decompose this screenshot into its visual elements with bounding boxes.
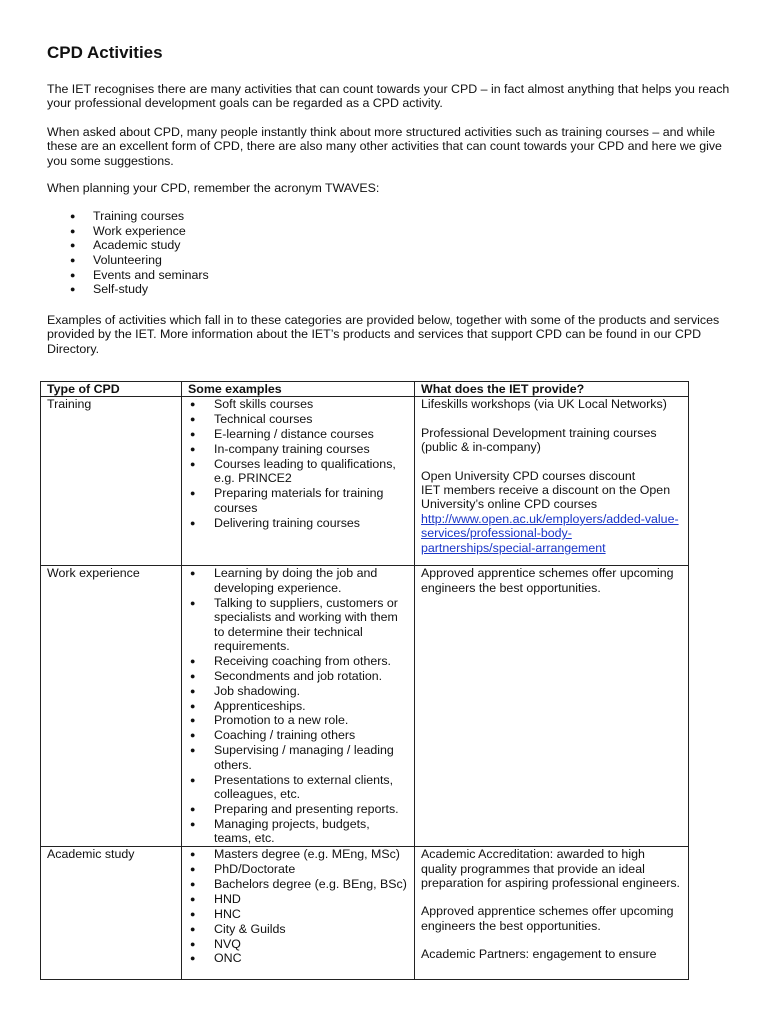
list-item-text: Presentations to external clients, colleagues, etc.: [214, 772, 394, 801]
list-item-text: Academic study: [93, 238, 181, 253]
bullet-icon: ●: [190, 938, 196, 949]
examples-list-work-experience: [188, 566, 409, 845]
list-item-text: PhD/Doctorate: [214, 862, 296, 877]
cell-type-academic-study: Academic study: [41, 847, 182, 980]
list-item: [188, 922, 409, 936]
list-item: [188, 892, 409, 906]
list-item: [188, 937, 409, 951]
list-item: [188, 802, 409, 816]
intro-paragraph-2: When asked about CPD, many people instantly think about more structured activities such as training courses – and while these are an excellent form of CPD, there are also many other activities that can count towards your CPD and here we give you some suggestions.: [47, 125, 722, 168]
iet-lifeskills-text: Lifeskills workshops (via UK Local Networks): [421, 397, 667, 412]
list-item: [188, 728, 409, 742]
iet-ou-heading: Open University CPD courses discount: [421, 468, 636, 483]
cell-iet-work-experience: [415, 566, 689, 847]
bullet-icon: ●: [190, 700, 196, 711]
intro-paragraph-4: Examples of activities which fall in to these categories are provided below, together with some of the products and services provided by the IET. More information about the IET’s products and services that support CPD can be found in our CPD Directory.: [47, 313, 720, 356]
examples-list-academic-study: [188, 847, 409, 966]
bullet-icon: ●: [70, 225, 76, 236]
bullet-icon: ●: [70, 284, 76, 295]
iet-ou-description: IET members receive a discount on the Open University’s online CPD courses: [421, 483, 671, 512]
iet-apprentice-text: Approved apprentice schemes offer upcoming engineers the best opportunities.: [421, 904, 674, 933]
list-item-text: Training courses: [93, 209, 185, 223]
page-title: CPD Activities: [47, 43, 163, 62]
list-item-text: Secondments and job rotation.: [214, 668, 383, 683]
bullet-icon: ●: [190, 818, 196, 829]
list-item: [47, 238, 209, 253]
list-item-text: E-learning / distance courses: [214, 427, 374, 442]
list-item: [188, 817, 409, 846]
intro-paragraph-1: The IET recognises there are many activities that can count towards your CPD – in fact almost anything that helps you reach your professional development goals can be regarded as a CPD activity.: [47, 82, 730, 111]
list-item-text: Job shadowing.: [214, 683, 301, 698]
cell-iet-training: [415, 397, 689, 566]
open-university-link[interactable]: http://www.open.ac.uk/employers/added-value-services/professional-body-partnerships/special-arrangement: [421, 511, 679, 555]
header-iet-provides: What does the IET provide?: [415, 382, 689, 397]
cell-type-work-experience: Work experience: [41, 566, 182, 847]
list-item: [188, 951, 409, 965]
list-item-text: HNC: [214, 906, 241, 921]
list-item-text: Courses leading to qualifications, e.g. PRINCE2: [214, 457, 396, 486]
bullet-icon: ●: [190, 953, 196, 964]
list-item: [188, 669, 409, 683]
list-item-text: NVQ: [214, 936, 241, 951]
table-row-training: [41, 397, 689, 566]
bullet-icon: ●: [190, 399, 196, 410]
list-item: [188, 862, 409, 876]
list-item-text: Promotion to a new role.: [214, 713, 349, 728]
cell-examples-work-experience: [182, 566, 415, 847]
list-item-text: Technical courses: [214, 412, 313, 427]
bullet-icon: ●: [190, 459, 196, 470]
list-item: [188, 743, 409, 772]
list-item: [47, 268, 209, 283]
list-item: [47, 224, 209, 239]
list-item: [47, 282, 209, 297]
list-item: [188, 907, 409, 921]
twaves-list: [47, 209, 209, 297]
list-item-text: Preparing and presenting reports.: [214, 801, 399, 816]
table-row-academic-study: [41, 847, 689, 980]
list-item-text: Apprenticeships.: [214, 698, 306, 713]
list-item-text: Talking to suppliers, customers or specialists and working with them to determine their technical requirements.: [214, 595, 398, 653]
iet-accreditation-text: Academic Accreditation: awarded to high quality programmes that provide an ideal preparation for aspiring professional engineers.: [421, 847, 680, 890]
list-item-text: Managing projects, budgets, teams, etc.: [214, 816, 370, 846]
list-item-text: Work experience: [93, 223, 186, 238]
bullet-icon: ●: [190, 908, 196, 919]
list-item-text: Supervising / managing / leading others.: [214, 743, 394, 772]
twaves-intro: When planning your CPD, remember the acronym TWAVES:: [47, 181, 380, 195]
bullet-icon: ●: [70, 269, 76, 280]
bullet-icon: ●: [190, 923, 196, 934]
list-item-text: Receiving coaching from others.: [214, 653, 391, 668]
list-item-text: Delivering training courses: [214, 515, 361, 530]
list-item-text: In-company training courses: [214, 442, 370, 457]
list-item-text: HND: [214, 891, 241, 906]
bullet-icon: ●: [70, 240, 76, 251]
list-item: [188, 486, 409, 515]
iet-pd-courses-text: Professional Development training courses (public & in-company): [421, 425, 657, 455]
bullet-icon: ●: [190, 864, 196, 875]
cell-iet-academic-study: [415, 847, 689, 980]
list-item: [47, 209, 209, 224]
bullet-icon: ●: [190, 849, 196, 860]
list-item-text: Masters degree (e.g. MEng, MSc): [214, 847, 400, 862]
bullet-icon: ●: [190, 893, 196, 904]
iet-apprentice-text: Approved apprentice schemes offer upcoming engineers the best opportunities.: [421, 566, 674, 595]
cpd-activities-table: [40, 381, 689, 980]
table-header-row: [41, 382, 689, 397]
list-item-text: Self-study: [93, 282, 149, 297]
list-item: [188, 427, 409, 441]
list-item: [188, 773, 409, 802]
cell-type-training: Training: [41, 397, 182, 566]
list-item: [188, 516, 409, 530]
bullet-icon: ●: [190, 488, 196, 499]
list-item: [188, 684, 409, 698]
bullet-icon: ●: [190, 429, 196, 440]
bullet-icon: ●: [190, 414, 196, 425]
list-item: [188, 442, 409, 456]
list-item: [188, 699, 409, 713]
header-some-examples: Some examples: [182, 382, 415, 397]
list-item-text: ONC: [214, 951, 242, 966]
cell-examples-training: [182, 397, 415, 566]
bullet-icon: ●: [190, 670, 196, 681]
iet-partners-text: Academic Partners: engagement to ensure: [421, 947, 657, 962]
list-item: [188, 397, 409, 411]
list-item: [188, 412, 409, 426]
bullet-icon: ●: [70, 211, 76, 221]
list-item-text: Preparing materials for training courses: [214, 486, 384, 515]
list-item: [188, 847, 409, 861]
bullet-icon: ●: [190, 803, 196, 814]
bullet-icon: ●: [190, 745, 196, 756]
bullet-icon: ●: [70, 255, 76, 266]
bullet-icon: ●: [190, 685, 196, 696]
list-item: [188, 877, 409, 891]
list-item-text: Volunteering: [93, 253, 162, 268]
list-item: [188, 654, 409, 668]
examples-list-training: [188, 397, 409, 530]
bullet-icon: ●: [190, 568, 196, 579]
list-item: [188, 566, 409, 595]
bullet-icon: ●: [190, 517, 196, 528]
cell-examples-academic-study: [182, 847, 415, 980]
list-item: [188, 457, 409, 486]
list-item-text: Soft skills courses: [214, 397, 314, 412]
bullet-icon: ●: [190, 878, 196, 889]
list-item-text: City & Guilds: [214, 921, 286, 936]
bullet-icon: ●: [190, 715, 196, 726]
table-row-work-experience: [41, 566, 689, 847]
bullet-icon: ●: [190, 774, 196, 785]
list-item-text: Learning by doing the job and developing experience.: [214, 566, 378, 595]
list-item: [188, 596, 409, 654]
list-item: [188, 713, 409, 727]
list-item: [47, 253, 209, 268]
header-type-of-cpd: Type of CPD: [41, 382, 182, 397]
bullet-icon: ●: [190, 597, 196, 608]
list-item-text: Coaching / training others: [214, 728, 356, 743]
list-item-text: Events and seminars: [93, 267, 209, 282]
bullet-icon: ●: [190, 655, 196, 666]
bullet-icon: ●: [190, 444, 196, 455]
bullet-icon: ●: [190, 730, 196, 741]
list-item-text: Bachelors degree (e.g. BEng, BSc): [214, 876, 407, 891]
